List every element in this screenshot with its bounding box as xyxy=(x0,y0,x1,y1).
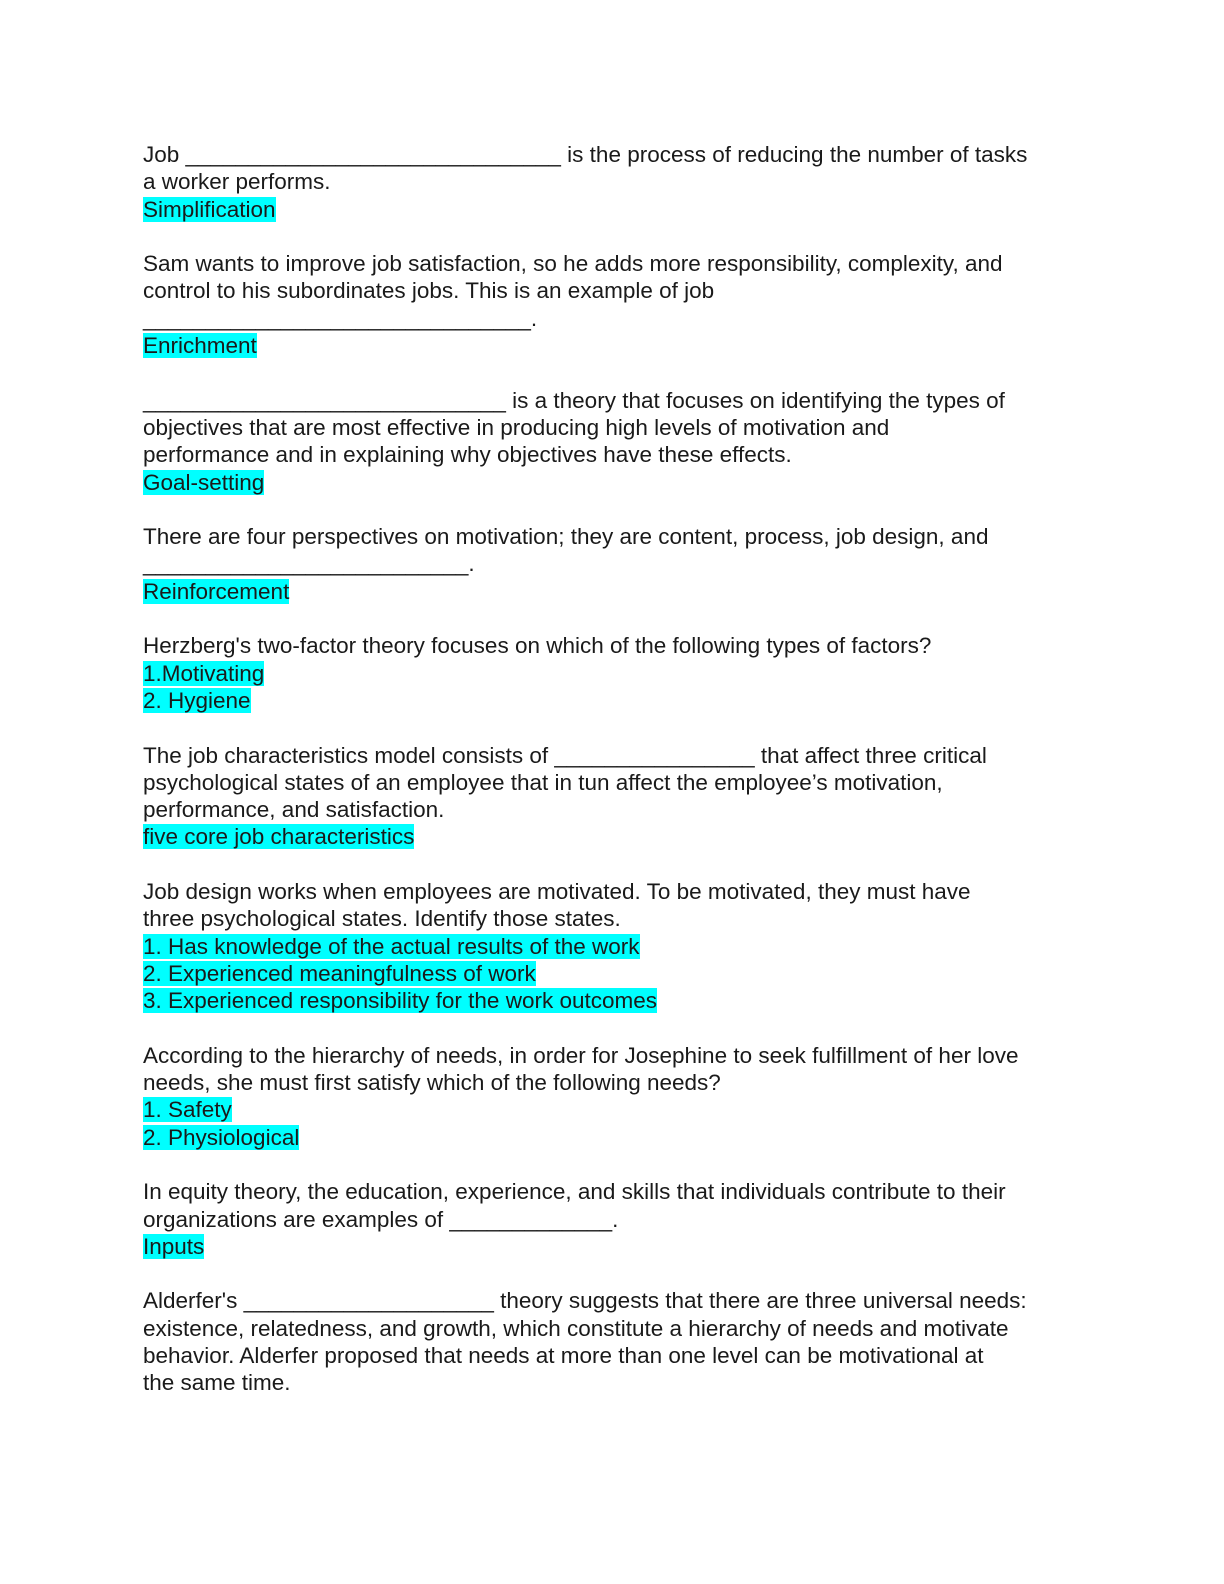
highlighted-answer: Enrichment xyxy=(143,333,257,359)
highlighted-answer: Inputs xyxy=(143,1233,205,1259)
qa-item-10 xyxy=(143,1287,1083,1396)
highlighted-answer: 1.Motivating xyxy=(143,660,265,686)
highlighted-answer: Simplification xyxy=(143,196,276,222)
question-text: Job design works when employees are motivated. To be motivated, they must have three psychological states. Identify those states. xyxy=(143,879,971,932)
document-page xyxy=(143,141,1083,1424)
question-text: According to the hierarchy of needs, in order for Josephine to seek fulfillment of her love needs, she must first satisfy which of the following needs? xyxy=(143,1042,1019,1096)
highlighted-answer: 2. Hygiene xyxy=(143,687,251,713)
question-text: Job ______________________________ is the process of reducing the number of tasks a worker performs. xyxy=(143,142,1028,195)
qa-item-2 xyxy=(143,250,1083,359)
highlighted-answer: 2. Physiological xyxy=(143,1124,300,1150)
question-text: Sam wants to improve job satisfaction, so he adds more responsibility, complexity, and control to his subordinates jobs. This is an example of job _______________________________. xyxy=(143,251,1003,331)
highlighted-answer: 1. Has knowledge of the actual results of the work xyxy=(143,933,640,959)
question-text: In equity theory, the education, experience, and skills that individuals contribute to their organizations are examples of _____________. xyxy=(143,1179,1006,1232)
highlighted-answer: 3. Experienced responsibility for the work outcomes xyxy=(143,988,657,1014)
question-text: Herzberg's two-factor theory focuses on which of the following types of factors? xyxy=(143,633,932,659)
question-text: The job characteristics model consists of ________________ that affect three critical psychological states of an employee that in tun affect the employee’s motivation, performance, and satisfaction. xyxy=(143,742,987,823)
question-text: There are four perspectives on motivation; they are content, process, job design, and __________________________. xyxy=(143,524,989,577)
qa-item-5 xyxy=(143,632,1083,714)
qa-item-6 xyxy=(143,742,1083,851)
qa-item-3 xyxy=(143,387,1083,496)
qa-item-1 xyxy=(143,141,1083,223)
highlighted-answer: 2. Experienced meaningfulness of work xyxy=(143,960,536,986)
highlighted-answer: 1. Safety xyxy=(143,1097,232,1123)
qa-item-4 xyxy=(143,523,1083,605)
question-text: Alderfer's ____________________ theory suggests that there are three universal needs: existence, relatedness, and growth, which constitute a hierarchy of needs and motivate behavior. Alderfer proposed that needs at more than one level can be motivational at the same time. xyxy=(143,1288,1027,1396)
qa-item-7 xyxy=(143,878,1083,1014)
qa-item-9 xyxy=(143,1178,1083,1260)
highlighted-answer: Goal-setting xyxy=(143,469,265,495)
highlighted-answer: five core job characteristics xyxy=(143,824,415,850)
qa-item-8 xyxy=(143,1042,1083,1151)
highlighted-answer: Reinforcement xyxy=(143,578,290,604)
question-text: _____________________________ is a theory that focuses on identifying the types of objectives that are most effective in producing high levels of motivation and performance and in explaining why objectives have these effects. xyxy=(143,387,1005,468)
